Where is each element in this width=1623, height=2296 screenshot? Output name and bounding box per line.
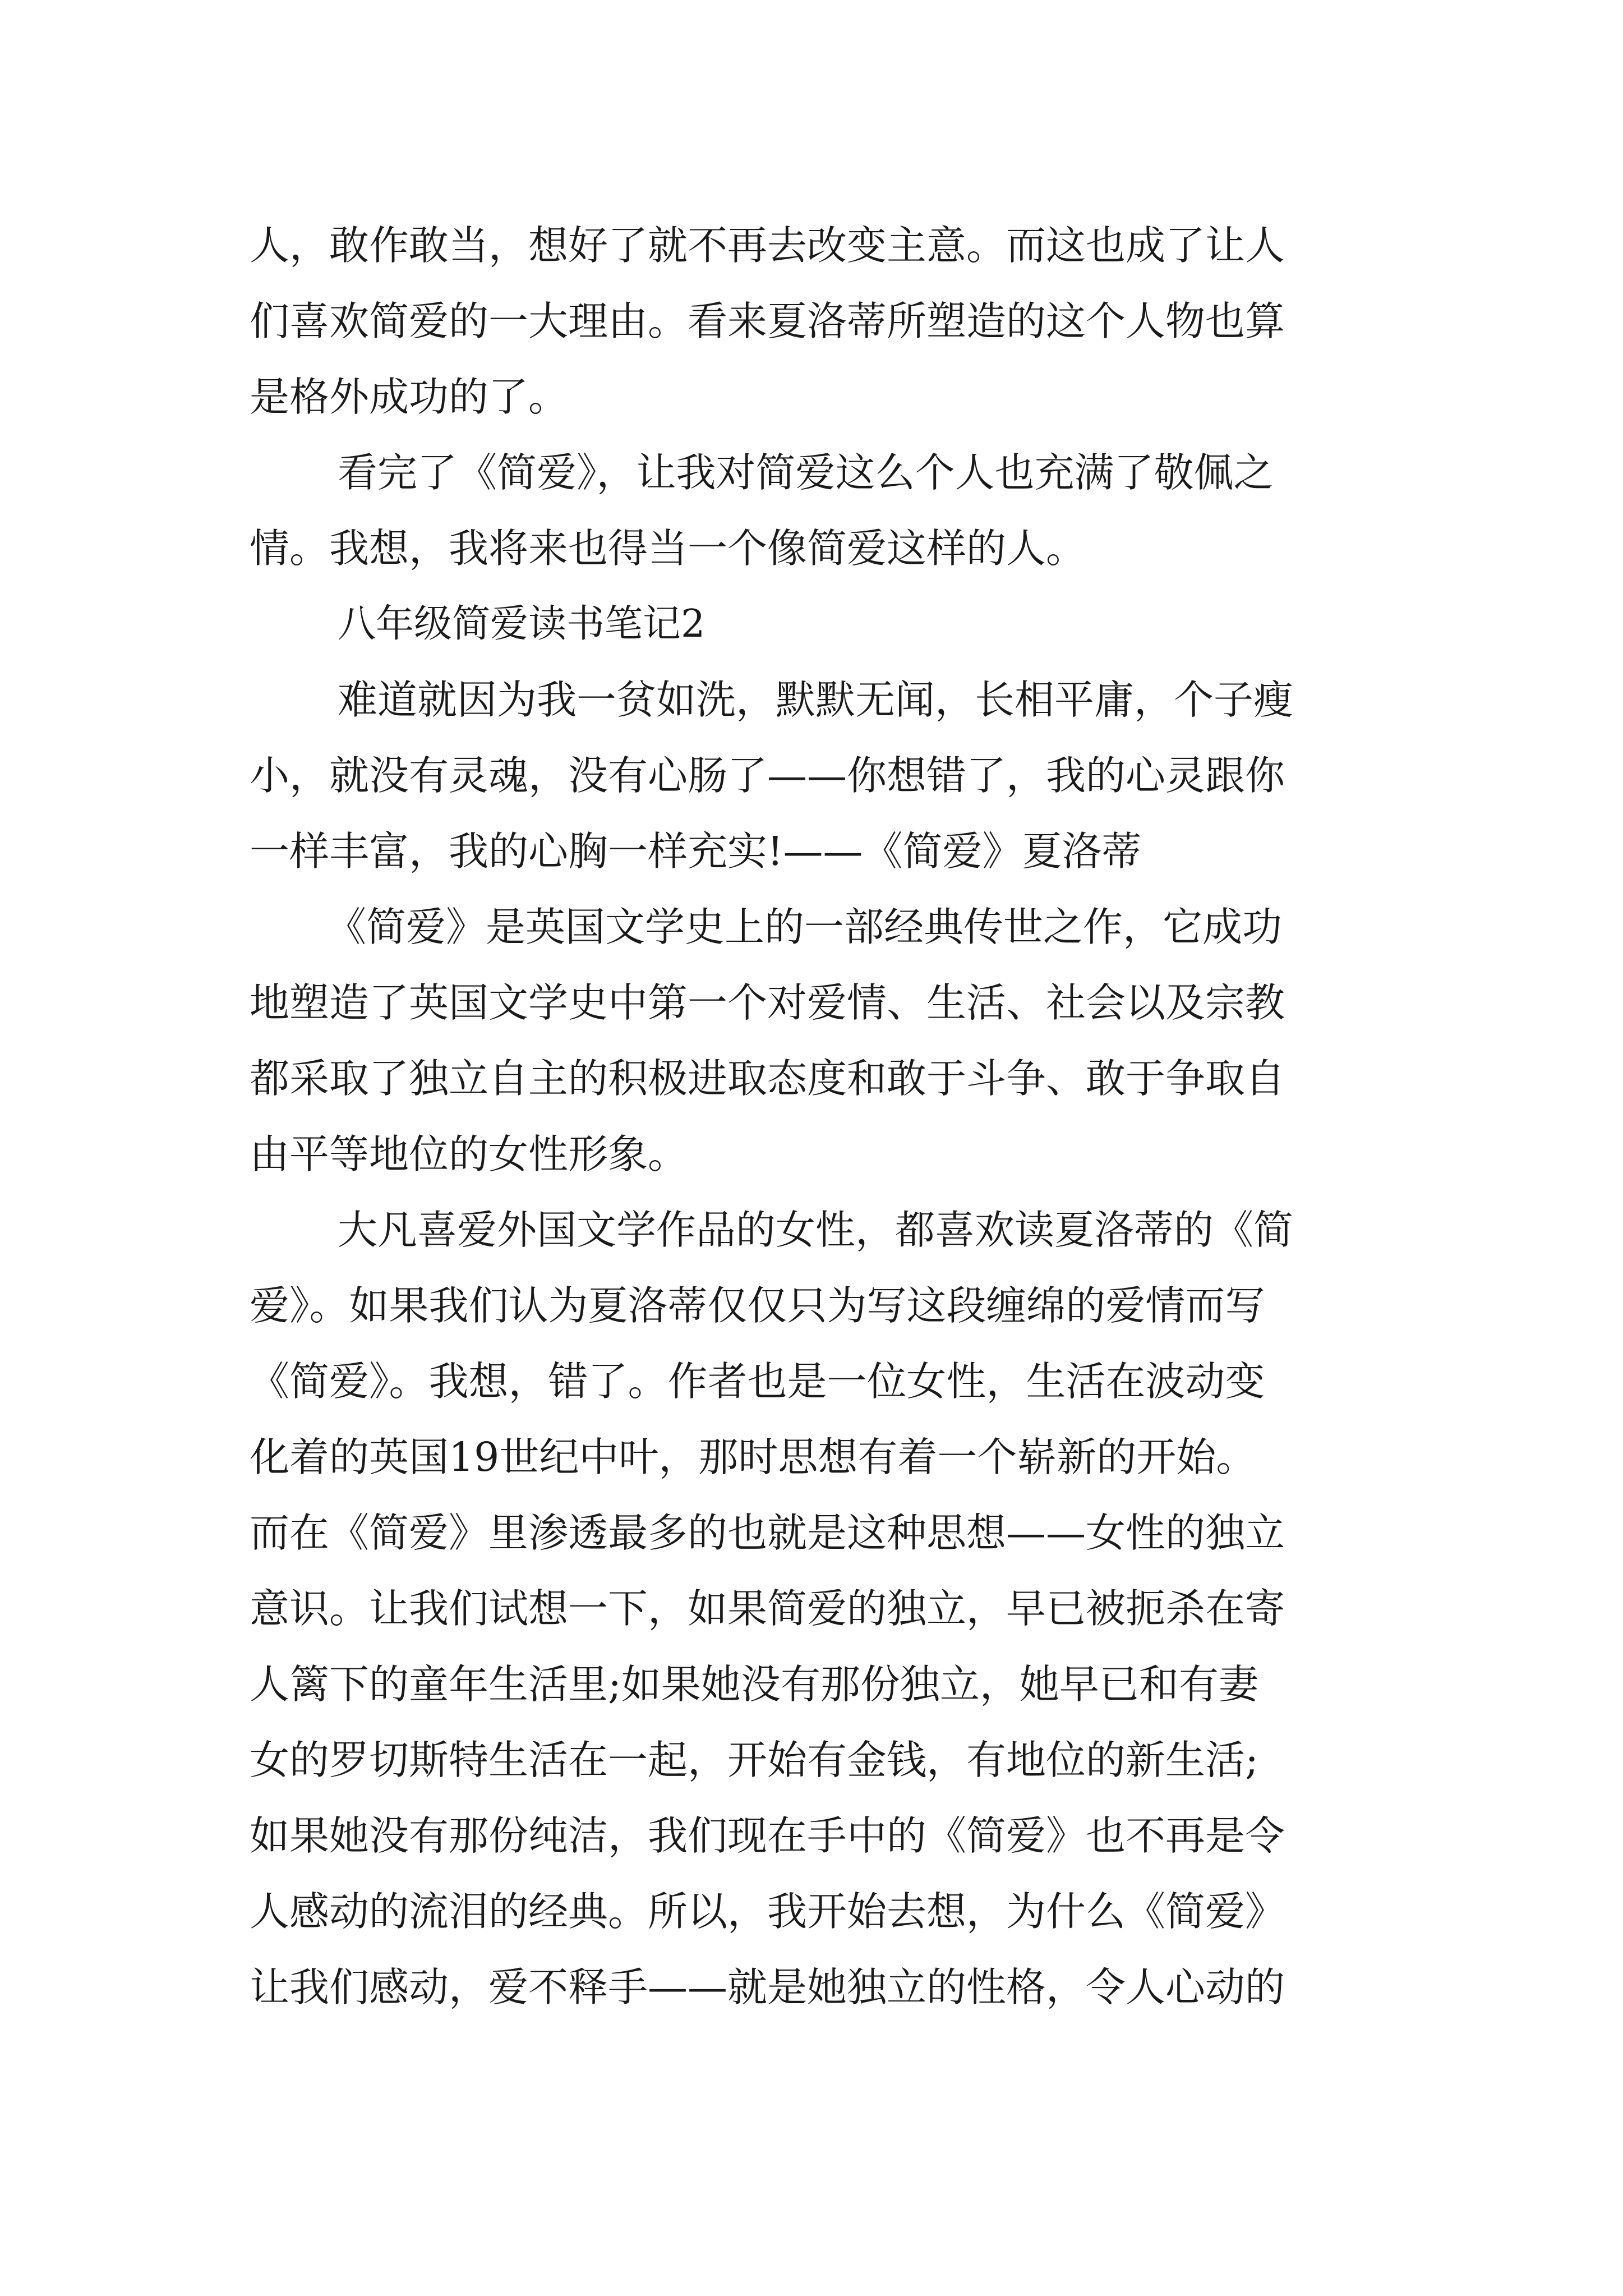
- text-line: 《简爱》。我想，错了。作者也是一位女性，生活在波动变: [250, 1358, 1265, 1405]
- text-line: 情。我想，我将来也得当一个像简爱这样的人。: [250, 525, 1086, 572]
- text-line: 由平等地位的女性形象。: [250, 1131, 688, 1177]
- section-heading: 八年级简爱读书笔记2: [338, 602, 706, 646]
- text-line: 而在《简爱》里渗透最多的也就是这种思想——女性的独立: [250, 1510, 1285, 1556]
- text-line: 女的罗切斯特生活在一起，开始有金钱，有地位的新生活;: [250, 1737, 1258, 1783]
- text-line: 化着的英国19世纪中叶，那时思想有着一个崭新的开始。: [250, 1434, 1256, 1480]
- text-line: 地塑造了英国文学史中第一个对爱情、生活、社会以及宗教: [250, 979, 1285, 1026]
- text-line: 是格外成功的了。: [250, 374, 569, 420]
- text-line: 爱》。如果我们认为夏洛蒂仅仅只为写这段缠绵的爱情而写: [250, 1282, 1265, 1329]
- text-line: 大凡喜爱外国文学作品的女性，都喜欢读夏洛蒂的《简: [338, 1207, 1294, 1253]
- text-line: 《简爱》是英国文学史上的一部经典传世之作，它成功: [326, 904, 1283, 950]
- text-line: 人，敢作敢当，想好了就不再去改变主意。而这也成了让人: [250, 222, 1285, 269]
- text-line: 如果她没有那份纯洁，我们现在手中的《简爱》也不再是令: [250, 1812, 1285, 1859]
- text-line: 小，就没有灵魂，没有心肠了——你想错了，我的心灵跟你: [250, 752, 1285, 799]
- text-line: 人感动的流泪的经典。所以，我开始去想，为什么《简爱》: [250, 1888, 1285, 1935]
- text-line: 意识。让我们试想一下，如果简爱的独立，早已被扼杀在寄: [250, 1585, 1285, 1632]
- text-line: 难道就因为我一贫如洗，默默无闻，长相平庸，个子瘦: [338, 677, 1294, 723]
- text-line: 看完了《简爱》，让我对简爱这么个人也充满了敬佩之: [338, 449, 1274, 496]
- text-line: 让我们感动，爱不释手——就是她独立的性格，令人心动的: [250, 1964, 1285, 2010]
- text-line: 都采取了独立自主的积极进取态度和敢于斗争、敢于争取自: [250, 1055, 1285, 1102]
- text-line: 一样丰富，我的心胸一样充实!——《简爱》夏洛蒂: [250, 828, 1142, 875]
- text-line: 们喜欢简爱的一大理由。看来夏洛蒂所塑造的这个人物也算: [250, 298, 1285, 344]
- text-line: 人篱下的童年生活里;如果她没有那份独立，她早已和有妻: [250, 1661, 1258, 1708]
